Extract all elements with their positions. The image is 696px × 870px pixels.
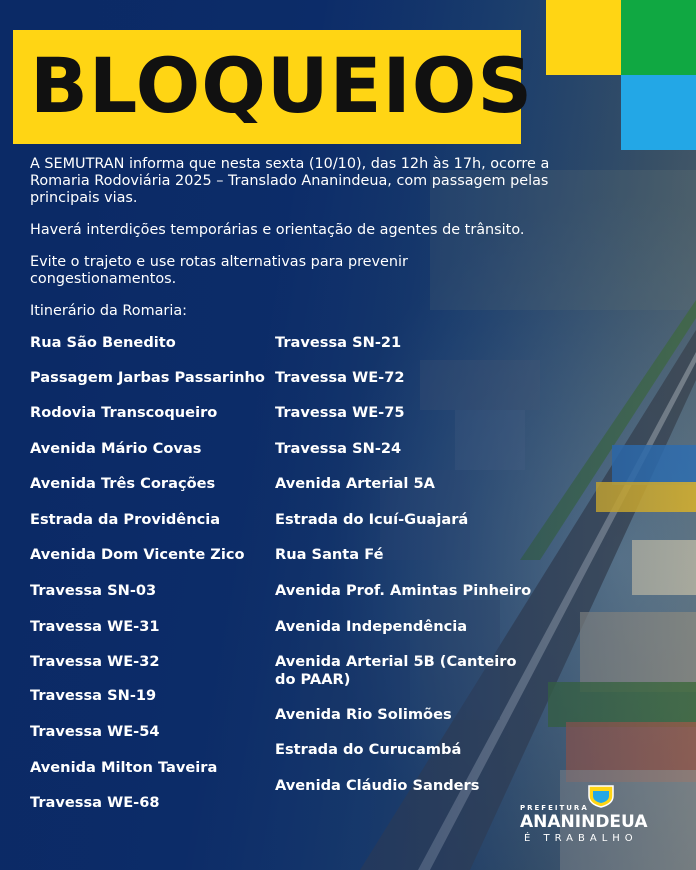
page-title: BLOQUEIOS bbox=[30, 41, 534, 130]
city-emblem-icon bbox=[584, 782, 618, 808]
itinerary-item: Rodovia Transcoqueiro bbox=[30, 404, 218, 421]
itinerary-item: Avenida Mário Covas bbox=[30, 440, 202, 457]
logo-prefix: PREFEITURA bbox=[520, 804, 589, 812]
itinerary-item: Estrada da Providência bbox=[30, 511, 221, 528]
itinerary-item: Travessa WE-54 bbox=[30, 723, 160, 740]
itinerary-item: Avenida Milton Taveira bbox=[30, 759, 218, 776]
itinerary-item: Avenida Independência bbox=[275, 618, 468, 635]
itinerary-item: Avenida Rio Solimões bbox=[275, 706, 452, 723]
itinerary-item: Travessa WE-31 bbox=[30, 618, 160, 635]
corner-blue-block bbox=[621, 75, 696, 150]
intro-paragraph-advice: Evite o trajeto e use rotas alternativas para prevenir congestionamentos. bbox=[30, 254, 408, 287]
itinerary-item: Travessa SN-21 bbox=[275, 334, 402, 351]
itinerary-item: Travessa WE-68 bbox=[30, 794, 160, 811]
itinerary-item: Avenida Arterial 5B (Canteiro do PAAR) bbox=[275, 653, 517, 688]
itinerary-item: Estrada do Icuí-Guajará bbox=[275, 511, 469, 528]
prefeitura-logo bbox=[512, 782, 682, 852]
intro-paragraph-interdictions: Haverá interdições temporárias e orientação de agentes de trânsito. bbox=[30, 222, 525, 238]
itinerary-item: Travessa SN-19 bbox=[30, 687, 157, 704]
intro-paragraph-announcement: A SEMUTRAN informa que nesta sexta (10/10), das 12h às 17h, ocorre a Romaria Rodoviária 2025 – Translado Ananindeua, com passagem pelas principais vias. bbox=[30, 156, 550, 206]
itinerary-item: Rua São Benedito bbox=[30, 334, 176, 351]
itinerary-item: Travessa WE-75 bbox=[275, 404, 405, 421]
itinerary-item: Estrada do Curucambá bbox=[275, 741, 462, 758]
logo-slogan: É TRABALHO bbox=[524, 833, 638, 844]
itinerary-item: Avenida Três Corações bbox=[30, 475, 216, 492]
logo-name: ANANINDEUA bbox=[520, 812, 648, 832]
intro-text bbox=[30, 156, 550, 335]
itinerary-item: Avenida Prof. Amintas Pinheiro bbox=[275, 582, 532, 599]
itinerary-item: Rua Santa Fé bbox=[275, 546, 384, 563]
itinerary-item: Travessa SN-03 bbox=[30, 582, 157, 599]
itinerary-item: Travessa WE-72 bbox=[275, 369, 405, 386]
itinerary-item: Travessa WE-32 bbox=[30, 653, 160, 670]
itinerary-item: Avenida Dom Vicente Zico bbox=[30, 546, 245, 563]
itinerary-item: Travessa SN-24 bbox=[275, 440, 402, 457]
corner-yellow-block bbox=[546, 0, 621, 75]
intro-paragraph-itinerary-heading: Itinerário da Romaria: bbox=[30, 303, 187, 319]
corner-green-block bbox=[621, 0, 696, 75]
itinerary-item: Passagem Jarbas Passarinho bbox=[30, 369, 265, 386]
itinerary-item: Avenida Cláudio Sanders bbox=[275, 777, 480, 794]
itinerary-item: Avenida Arterial 5A bbox=[275, 475, 435, 492]
